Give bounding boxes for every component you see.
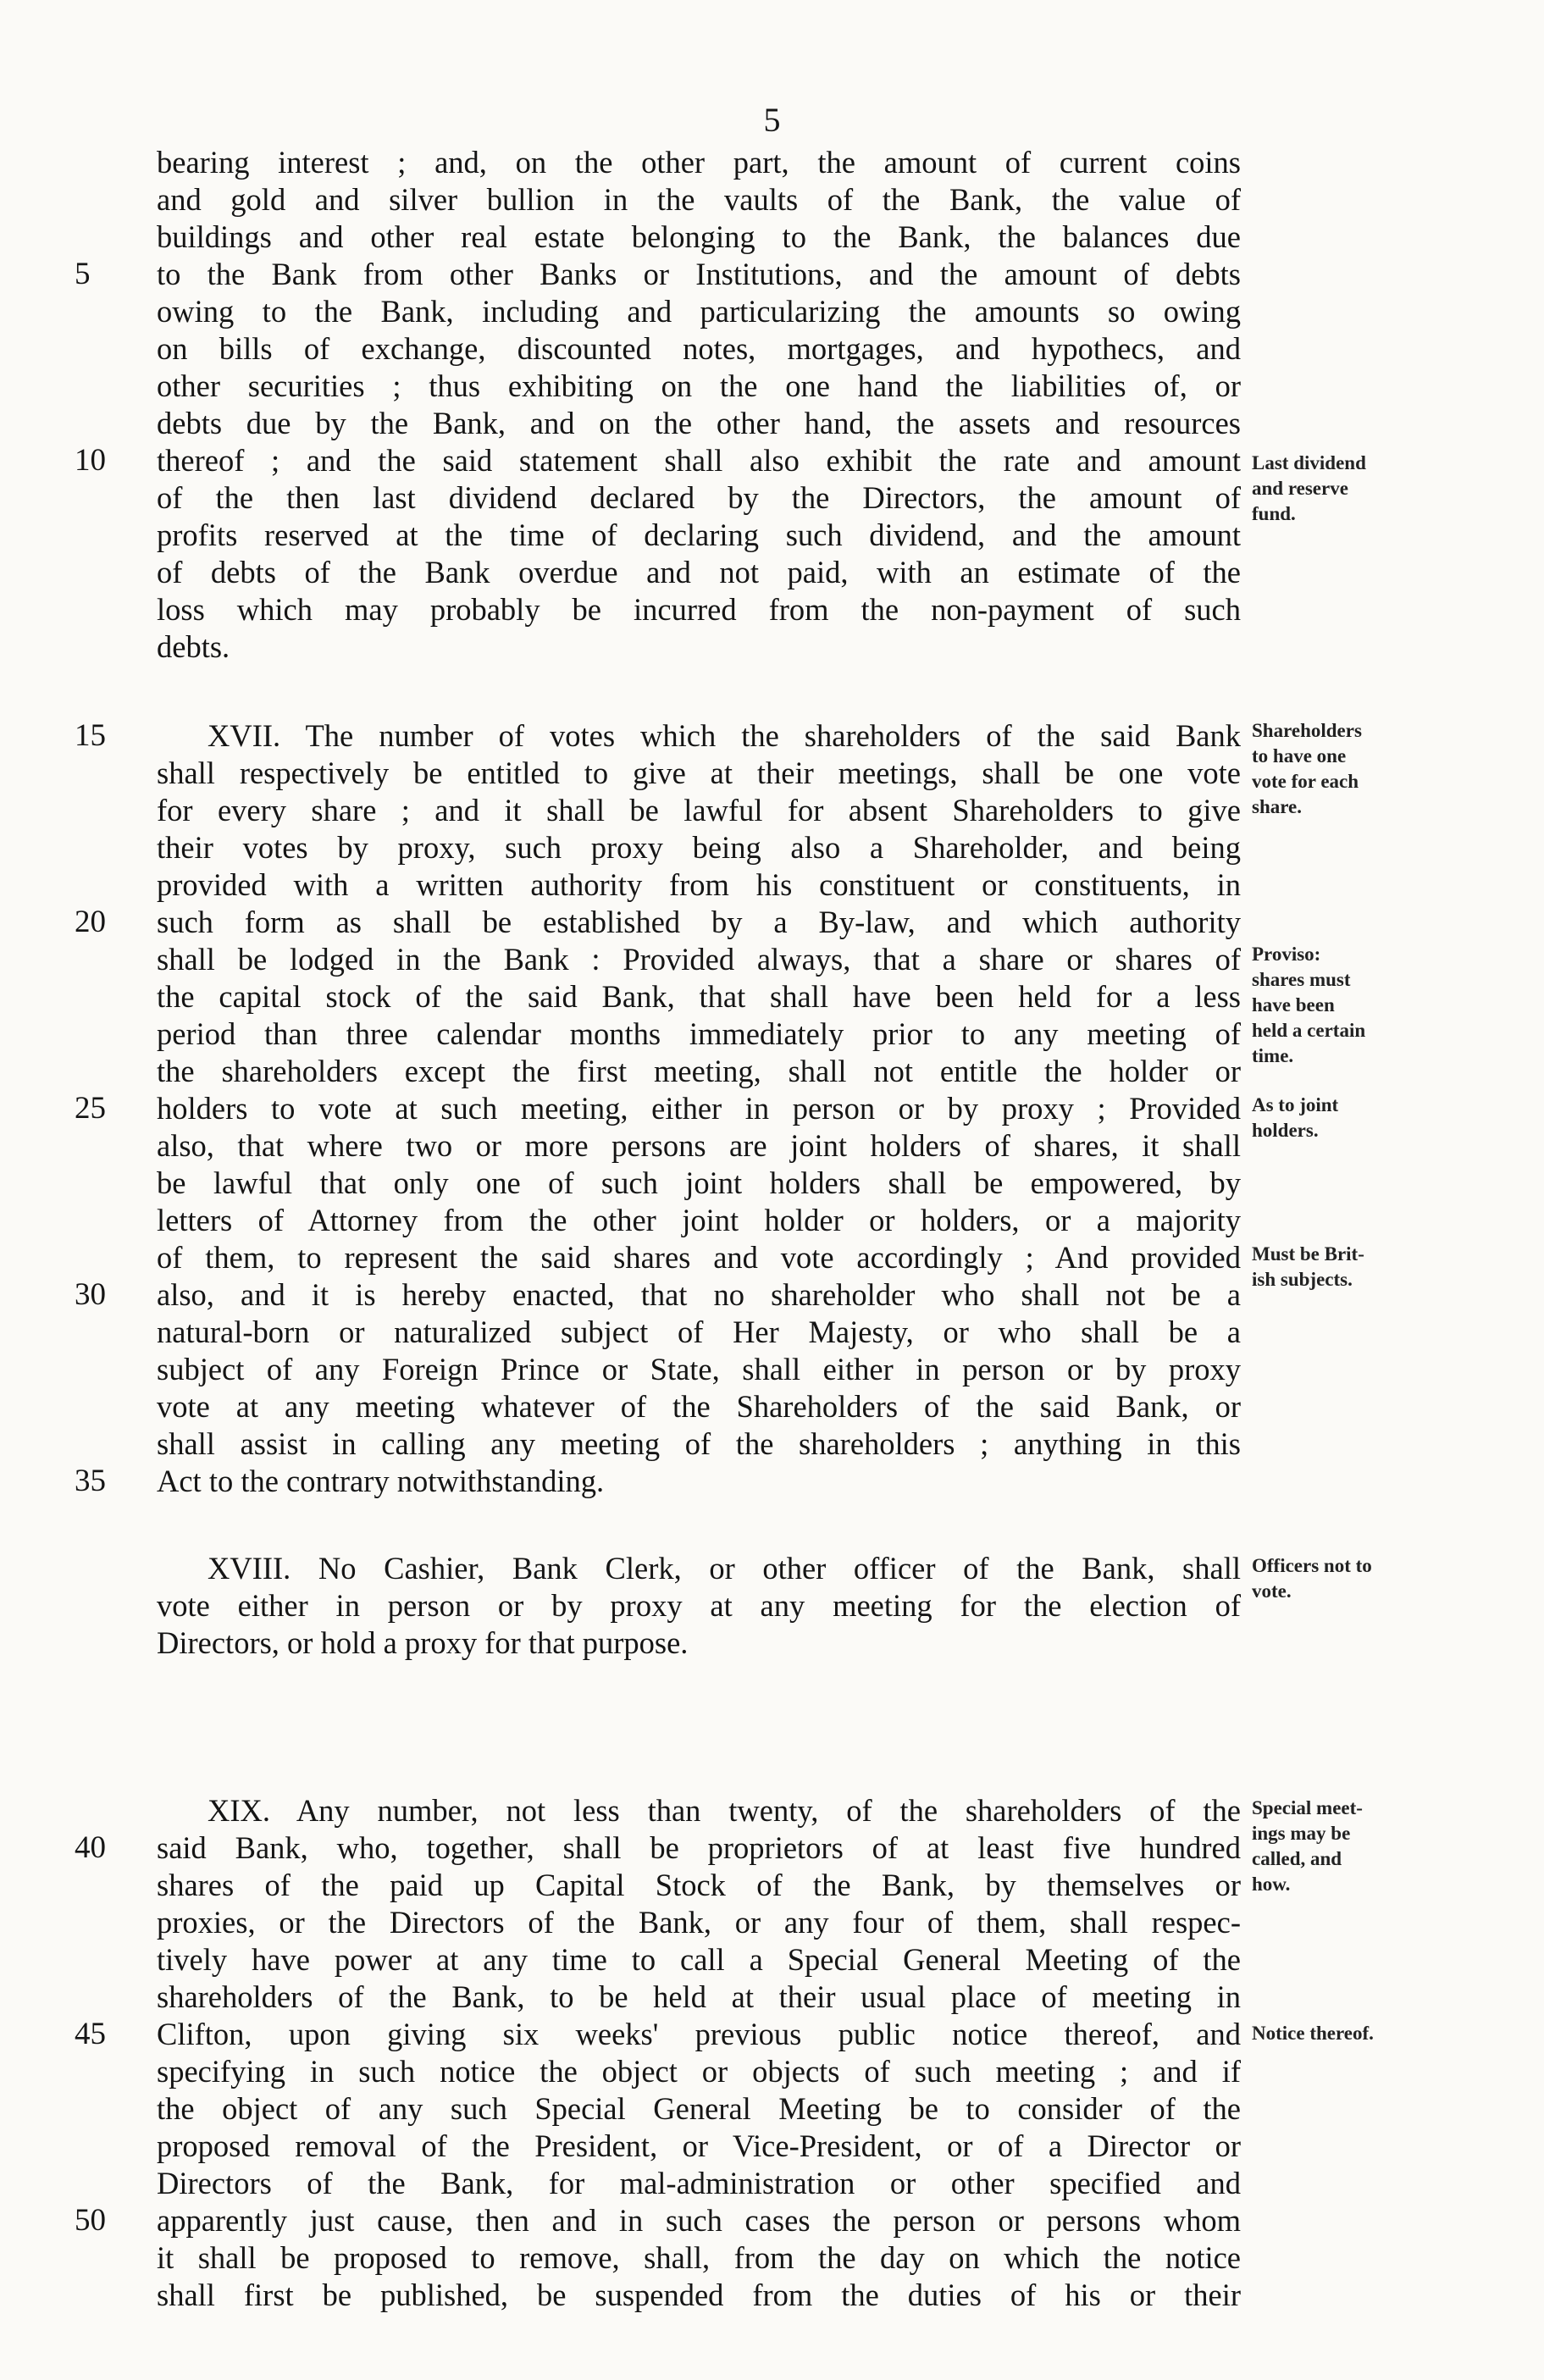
text-line: be lawful that only one of such joint holders shall be empowered, by [157,1165,1241,1200]
margin-note-line: have been [1252,994,1335,1016]
text-line: owing to the Bank, including and particularizing the amounts so owing [157,294,1241,329]
text-line: for every share ; and it shall be lawful for absent Shareholders to give [157,793,1241,827]
text-line: vote either in person or by proxy at any meeting for the election of [157,1588,1241,1623]
line-number: 35 [75,1464,106,1498]
margin-note [1252,942,1523,1069]
text-line: shareholders of the Bank, to be held at their usual place of meeting in [157,1979,1241,2014]
text-line: loss which may probably be incurred from the non-payment of such [157,592,1241,627]
text-line: bearing interest ; and, on the other part, the amount of current coins [157,145,1241,180]
margin-note-line: Last dividend [1252,452,1366,473]
text-line: proxies, or the Directors of the Bank, or any four of them, shall respec- [157,1905,1241,1940]
text-line: Act to the contrary notwithstanding. [157,1464,605,1498]
margin-note-line: time. [1252,1045,1294,1066]
line-number: 25 [75,1091,106,1126]
margin-note-line: Shareholders [1252,720,1362,741]
line-number: 50 [75,2203,106,2238]
margin-note-line: Special meet- [1252,1797,1363,1818]
text-line: debts due by the Bank, and on the other hand, the assets and resources [157,406,1241,440]
margin-note-line: called, and [1252,1848,1342,1869]
margin-note-line: ish subjects. [1252,1269,1353,1290]
text-line: tively have power at any time to call a Special General Meeting of the [157,1942,1241,1977]
margin-note-line: to have one [1252,745,1347,767]
text-line: letters of Attorney from the other joint holder or holders, or a majority [157,1203,1241,1237]
margin-note-line: Notice thereof. [1252,2023,1374,2044]
line-number: 10 [75,443,106,478]
margin-note-line: vote. [1252,1580,1292,1602]
text-line: the capital stock of the said Bank, that shall have been held for a less [157,979,1241,1014]
text-line: their votes by proxy, such proxy being also a Shareholder, and being [157,830,1241,865]
text-line: shall assist in calling any meeting of the shareholders ; anything in this [157,1426,1241,1461]
line-number: 45 [75,2017,106,2051]
text-line: of the then last dividend declared by the Directors, the amount of [157,480,1241,515]
text-line: it shall be proposed to remove, shall, from the day on which the notice [157,2240,1241,2275]
margin-note [1252,1553,1523,1604]
margin-note-line: and reserve [1252,478,1348,499]
line-number: 40 [75,1830,106,1865]
text-line: subject of any Foreign Prince or State, shall either in person or by proxy [157,1352,1241,1386]
text-line: XVIII. No Cashier, Bank Clerk, or other officer of the Bank, shall [208,1551,1241,1586]
text-line: thereof ; and the said statement shall also exhibit the rate and amount [157,443,1241,478]
text-line: holders to vote at such meeting, either in person or by proxy ; Provided [157,1091,1241,1126]
line-number: 15 [75,718,106,753]
margin-note-line: Proviso: [1252,944,1321,965]
line-number: 20 [75,905,106,939]
text-line: debts. [157,629,230,664]
text-line: specifying in such notice the object or objects of such meeting ; and if [157,2054,1241,2089]
text-line: other securities ; thus exhibiting on the one hand the liabilities of, or [157,368,1241,403]
text-line: period than three calendar months immediately prior to any meeting of [157,1016,1241,1051]
text-line: vote at any meeting whatever of the Shareholders of the said Bank, or [157,1389,1241,1424]
page-number: 5 [763,101,781,139]
margin-note-line: Officers not to [1252,1555,1372,1576]
text-line: XVII. The number of votes which the shareholders of the said Bank [208,718,1241,753]
line-number: 5 [75,257,91,291]
text-line: shall be lodged in the Bank : Provided always, that a share or shares of [157,942,1241,977]
text-line: proposed removal of the President, or Vice-President, or of a Director or [157,2128,1241,2163]
text-line: profits reserved at the time of declaring such dividend, and the amount [157,518,1241,552]
text-line: shall respectively be entitled to give at their meetings, shall be one vote [157,756,1241,790]
text-line: such form as shall be established by a By-law, and which authority [157,905,1241,939]
text-line: shares of the paid up Capital Stock of the Bank, by themselves or [157,1868,1241,1902]
text-line: the object of any such Special General Meeting be to consider of the [157,2091,1241,2126]
text-line: to the Bank from other Banks or Institutions, and the amount of debts [157,257,1241,291]
text-line: Clifton, upon giving six weeks' previous public notice thereof, and [157,2017,1241,2051]
text-line: the shareholders except the first meeting, shall not entitle the holder or [157,1054,1241,1088]
margin-note-line: Must be Brit- [1252,1243,1364,1265]
margin-note-line: holders. [1252,1120,1319,1141]
text-line: said Bank, who, together, shall be proprietors of at least five hundred [157,1830,1241,1865]
margin-note [1252,1796,1523,1897]
margin-note-line: fund. [1252,503,1296,524]
margin-note-line: held a certain [1252,1020,1366,1041]
margin-note-line: share. [1252,796,1302,817]
margin-note [1252,2021,1523,2046]
line-number: 30 [75,1277,106,1312]
text-line: Directors, or hold a proxy for that purpose. [157,1625,689,1660]
margin-note-line: As to joint [1252,1094,1339,1115]
text-line: Directors of the Bank, for mal-administration or other specified and [157,2166,1241,2200]
text-line: XIX. Any number, not less than twenty, of the shareholders of the [208,1793,1241,1828]
text-line: of debts of the Bank overdue and not paid, with an estimate of the [157,555,1241,589]
text-line: natural-born or naturalized subject of Her Majesty, or who shall be a [157,1315,1241,1349]
text-line: apparently just cause, then and in such cases the person or persons whom [157,2203,1241,2238]
margin-note-line: how. [1252,1874,1291,1895]
margin-note-line: vote for each [1252,771,1359,792]
margin-note-line: shares must [1252,969,1351,990]
text-line: also, that where two or more persons are joint holders of shares, it shall [157,1128,1241,1163]
text-line: shall first be published, be suspended from the duties of his or their [157,2278,1241,2312]
text-line: on bills of exchange, discounted notes, mortgages, and hypothecs, and [157,331,1241,366]
margin-note-line: ings may be [1252,1823,1351,1844]
text-line: also, and it is hereby enacted, that no shareholder who shall not be a [157,1277,1241,1312]
margin-note [1252,1093,1523,1143]
margin-note [1252,718,1523,820]
text-line: of them, to represent the said shares and vote accordingly ; And provided [157,1240,1241,1275]
text-line: provided with a written authority from his constituent or constituents, in [157,867,1241,902]
margin-note [1252,1242,1523,1292]
text-line: and gold and silver bullion in the vaults of the Bank, the value of [157,182,1241,217]
margin-note [1252,451,1523,527]
text-line: buildings and other real estate belonging to the Bank, the balances due [157,219,1241,254]
